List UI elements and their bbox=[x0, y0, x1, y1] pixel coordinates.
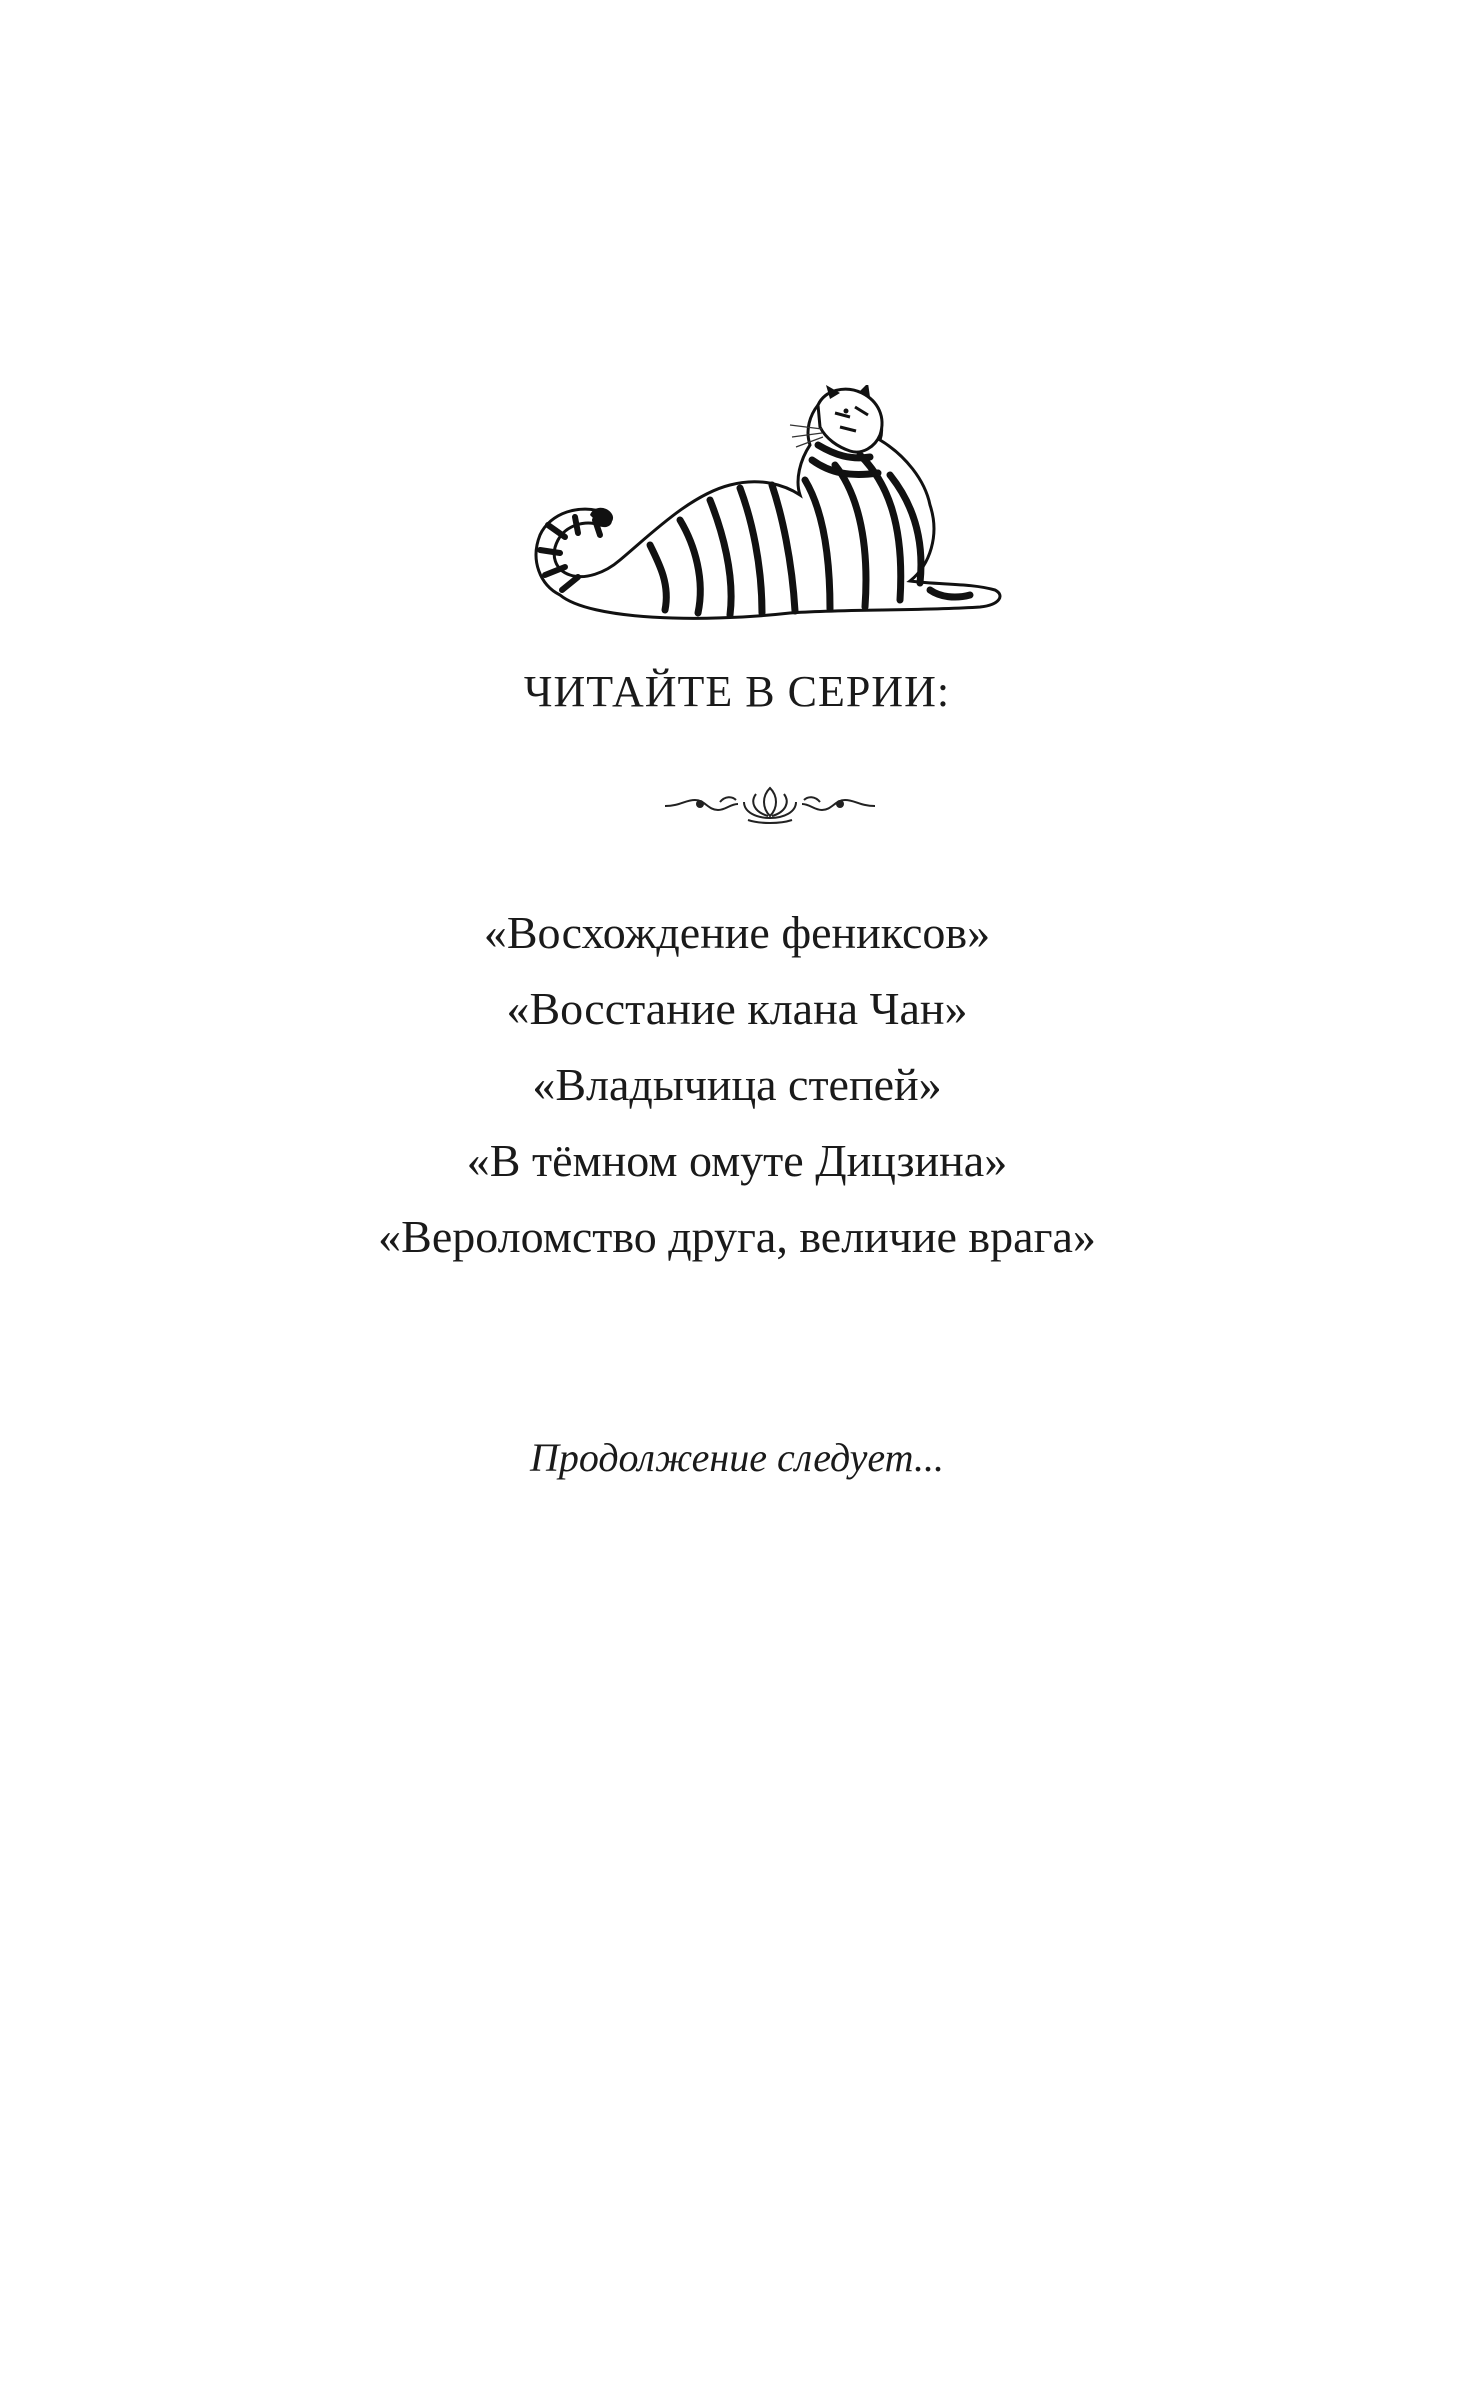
list-item: «В тёмном омуте Дицзина» bbox=[466, 1135, 1008, 1186]
list-item: «Восстание клана Чан» bbox=[506, 983, 968, 1034]
list-item: «Вероломство друга, величие врага» bbox=[378, 1211, 1096, 1262]
tiger-icon bbox=[500, 385, 1020, 630]
list-item: «Владычица степей» bbox=[532, 1059, 942, 1110]
to-be-continued-text: Продолжение следует... bbox=[529, 1435, 945, 1480]
series-titles-list bbox=[0, 895, 1474, 1275]
series-heading: ЧИТАЙТЕ В СЕРИИ: bbox=[523, 667, 951, 716]
list-item: «Восхождение фениксов» bbox=[483, 907, 991, 958]
lotus-ornament-icon bbox=[660, 782, 880, 830]
